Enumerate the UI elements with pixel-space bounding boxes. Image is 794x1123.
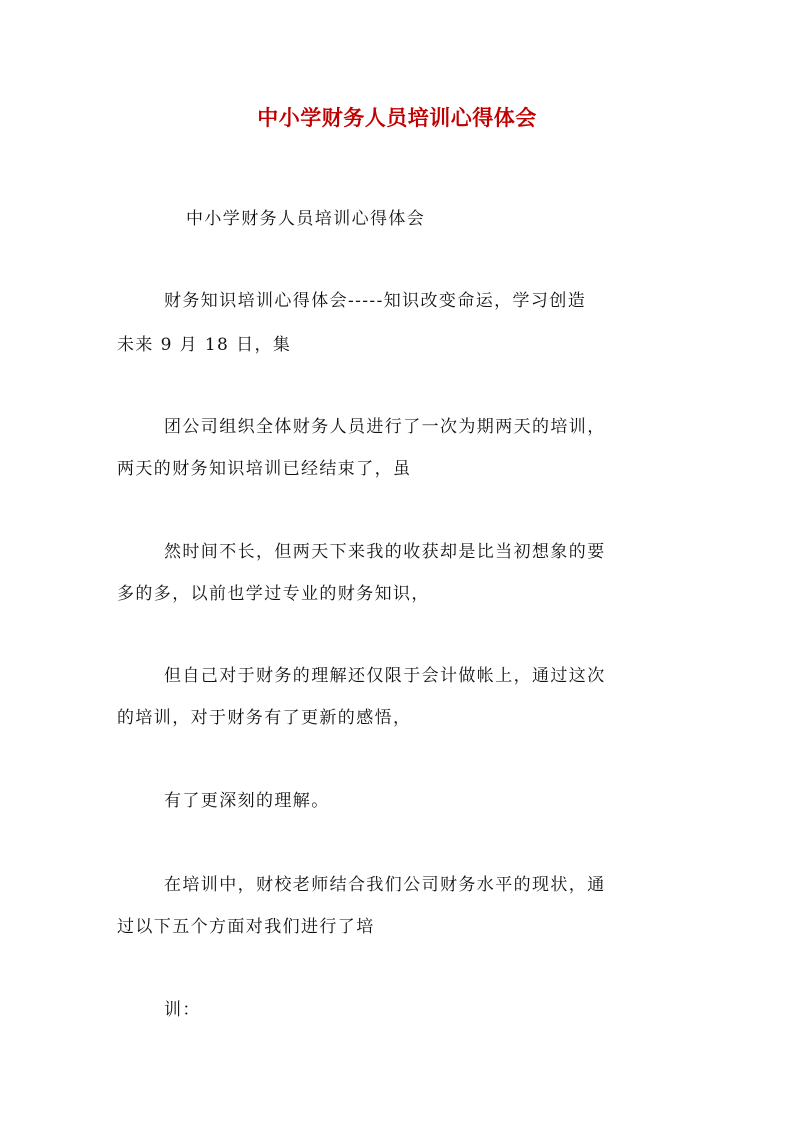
paragraph-line: 未来 9 月 18 日，集 [117,335,292,355]
document-title: 中小学财务人员培训心得体会 [257,105,537,130]
paragraph-line: 有了更深刻的理解。 [164,791,330,811]
paragraph-line: 然时间不长，但两天下来我的收获却是比当初想象的要 [164,542,606,562]
paragraph-line: 团公司组织全体财务人员进行了一次为期两天的培训， [164,417,606,437]
subheading: 中小学财务人员培训心得体会 [186,209,426,229]
paragraph-line: 多的多，以前也学过专业的财务知识， [117,584,430,604]
paragraph-line: 两天的财务知识培训已经结束了，虽 [117,459,412,479]
paragraph-line: 但自己对于财务的理解还仅限于会计做帐上，通过这次 [164,666,606,686]
paragraph-line: 在培训中，财校老师结合我们公司财务水平的现状，通 [164,875,606,895]
paragraph-line: 的培训，对于财务有了更新的感悟， [117,708,412,728]
paragraph-line: 训： [164,1000,201,1020]
paragraph-line: 过以下五个方面对我们进行了培 [117,917,375,937]
paragraph-line: 财务知识培训心得体会-----知识改变命运，学习创造 [164,291,587,311]
